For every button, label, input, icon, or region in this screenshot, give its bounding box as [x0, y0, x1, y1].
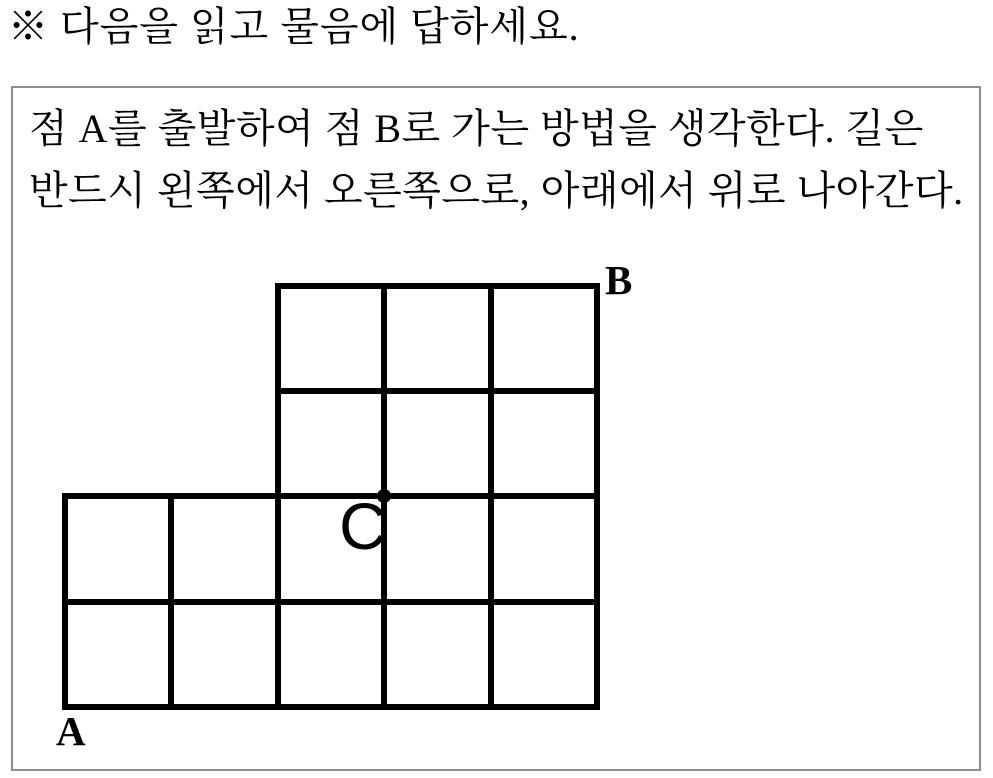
- label-point-b: B: [605, 257, 633, 303]
- problem-text-line-2: 반드시 왼쪽에서 오른쪽으로, 아래에서 위로 나아간다.: [29, 168, 964, 213]
- problem-box: [11, 86, 981, 771]
- label-point-a: A: [56, 708, 86, 754]
- label-point-c: C: [339, 489, 387, 563]
- grid-lines: [65, 286, 597, 707]
- problem-text-line-1: 점 A를 출발하여 점 B로 가는 방법을 생각한다. 길은: [29, 106, 924, 151]
- route-grid-diagram: [13, 88, 979, 769]
- instruction-heading: ※ 다음을 읽고 물음에 답하세요.: [8, 4, 580, 49]
